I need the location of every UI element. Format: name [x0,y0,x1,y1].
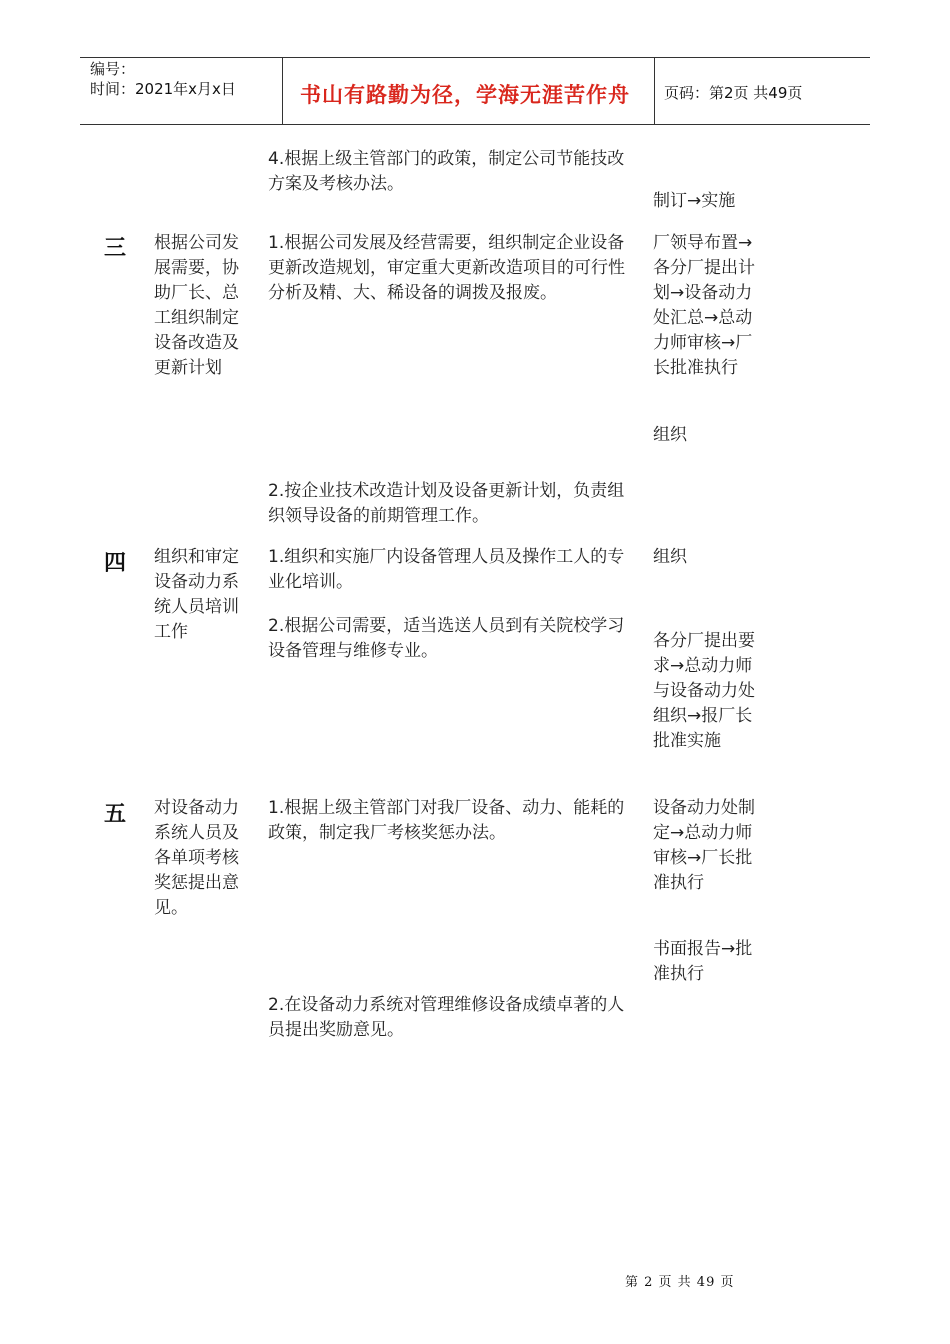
row-1-number: 三 [104,235,127,261]
row-3-content-1: 1.根据上级主管部门对我厂设备、动力、能耗的政策，制定我厂考核奖惩办法。 [268,798,625,843]
header-divider [654,57,655,125]
row-2-process-1: 组织 [653,547,687,567]
row-2-content-2: 2.根据公司需要，适当选送人员到有关院校学习设备管理与维修专业。 [268,616,625,661]
row-2-title: 组织和审定设备动力系统人员培训工作 [154,547,239,642]
row-0-process-1: 制订→实施 [653,191,736,211]
header-page-info: 页码：第2页 共49页 [664,84,803,102]
row-3-number: 五 [104,801,127,827]
row-1-content-1: 1.根据公司发展及经营需要，组织制定企业设备更新改造规划，审定重大更新改造项目的可行性分析及精、大、稀设备的调拨及报废。 [268,233,625,303]
row-2-content-1: 1.组织和实施厂内设备管理人员及操作工人的专业化培训。 [268,547,625,592]
header-motto: 书山有路勤为径，学海无涯苦作舟 [300,83,630,107]
header-divider [282,57,283,125]
header-bottom-rule [80,124,870,125]
row-2-number: 四 [104,550,127,576]
header-top-rule [80,57,870,58]
row-0-content-1: 4.根据上级主管部门的政策，制定公司节能技改方案及考核办法。 [268,149,625,194]
row-3-process-1: 设备动力处制定→总动力师审核→厂长批准执行 [653,798,755,893]
footer-page-number: 第 2 页 共 49 页 [625,1275,735,1290]
row-1-content-2: 2.按企业技术改造计划及设备更新计划，负责组织领导设备的前期管理工作。 [268,481,625,526]
row-3-content-2: 2.在设备动力系统对管理维修设备成绩卓著的人员提出奖励意见。 [268,995,625,1040]
row-1-process-2: 组织 [653,425,687,445]
row-1-title: 根据公司发展需要，协助厂长、总工组织制定设备改造及更新计划 [154,233,239,378]
row-3-title: 对设备动力系统人员及各单项考核奖惩提出意见。 [154,798,239,918]
row-3-process-2: 书面报告→批准执行 [653,939,753,984]
document-date-label: 时间：2021年x月x日 [90,80,236,98]
row-1-process-1: 厂领导布置→各分厂提出计划→设备动力处汇总→总动力师审核→厂长批准执行 [653,233,755,378]
document-number-label: 编号： [90,60,136,78]
row-2-process-2: 各分厂提出要求→总动力师与设备动力处组织→报厂长批准实施 [653,631,755,751]
